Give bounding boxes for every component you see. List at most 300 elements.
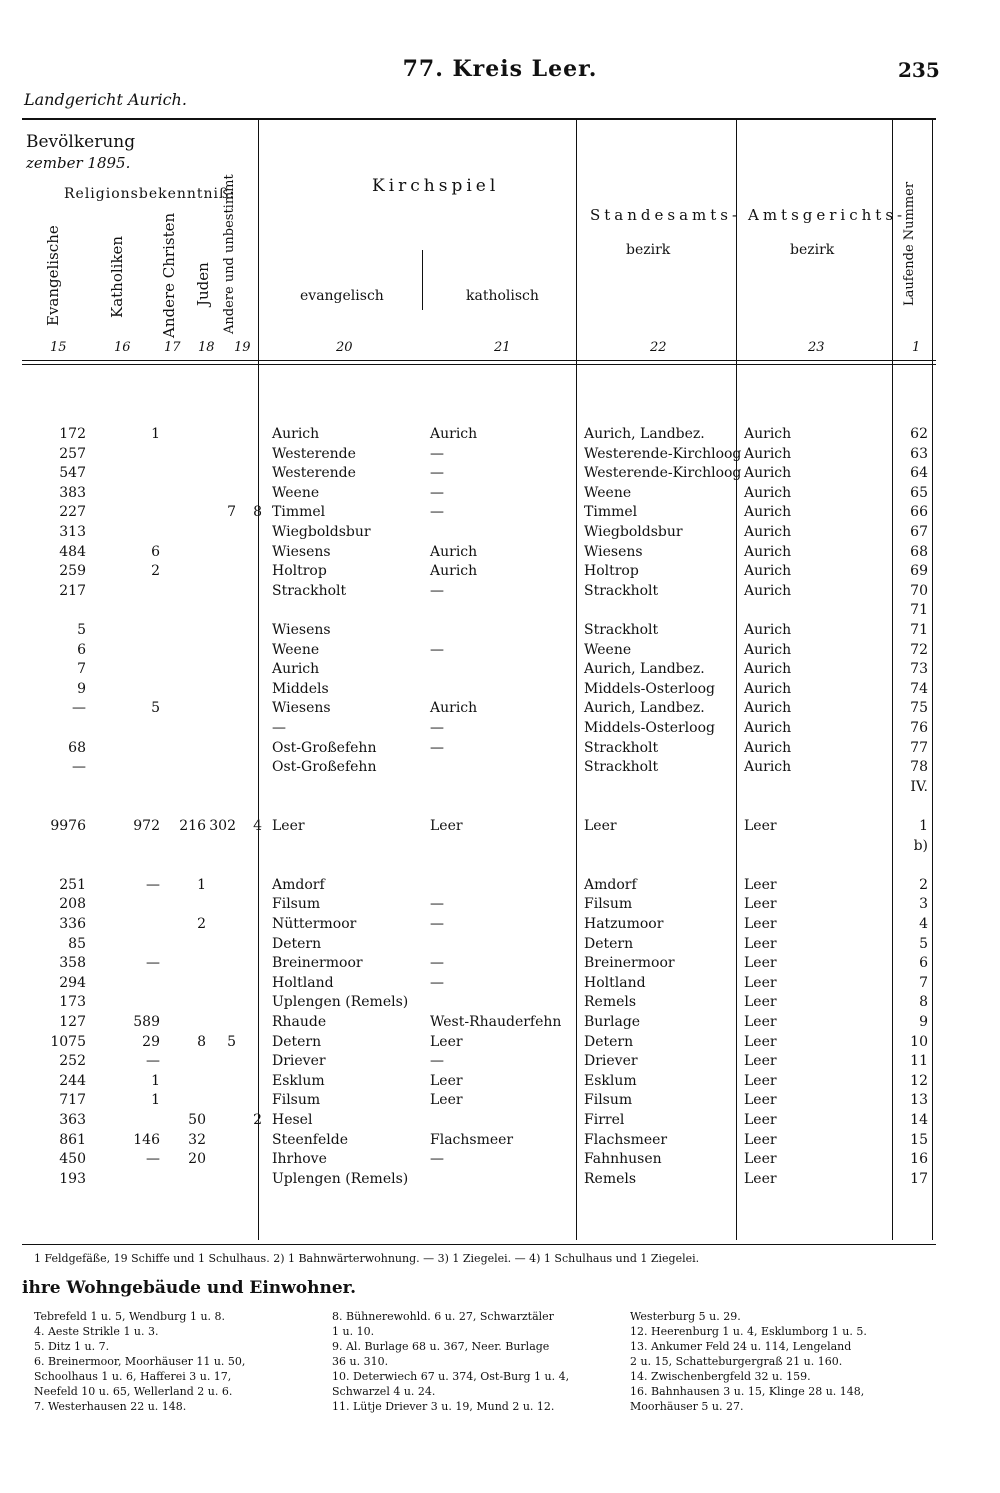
footnote-line: 4. Aeste Strikle 1 u. 3. [34, 1325, 159, 1338]
footnote-line: 36 u. 310. [332, 1355, 389, 1368]
cell-parish-evangelical: Wiegboldsbur [272, 524, 371, 540]
cell-registry: Weene [584, 484, 632, 501]
table-row [22, 1132, 936, 1152]
cell-serial: 10 [910, 1033, 928, 1050]
cell-parish-evangelical: Rhaude [272, 1014, 327, 1030]
cell-parish-catholic: — [430, 445, 444, 462]
cell-district-court: Leer [744, 1033, 777, 1050]
cell-serial: 63 [910, 445, 928, 462]
cell-serial: 77 [910, 739, 928, 756]
table-row [22, 485, 936, 505]
footnote-line: 5. Ditz 1 u. 7. [34, 1340, 110, 1353]
table-row [22, 642, 936, 662]
cell-parish-evangelical: Esklum [272, 1072, 325, 1089]
cell-registry: Holtland [584, 974, 646, 991]
cell-district-court: Leer [744, 935, 777, 952]
cell-serial: 76 [910, 720, 928, 736]
cell-parish-catholic: Aurich [430, 426, 478, 442]
cell-other-christians: 32 [188, 1131, 206, 1148]
cell-serial: IV. [910, 778, 928, 795]
table-row [22, 1073, 936, 1093]
cell-serial: 62 [910, 426, 928, 442]
cell-parish-catholic: Aurich [430, 543, 478, 560]
footnote-line: Schwarzel 4 u. 24. [332, 1385, 436, 1398]
cell-protestant: 257 [59, 445, 86, 462]
cell-parish-catholic: Leer [430, 1072, 463, 1089]
table-row [22, 877, 936, 897]
table-row [22, 936, 936, 956]
table-row [22, 1171, 936, 1191]
cell-protestant: 9976 [50, 818, 86, 834]
cell-parish-evangelical: Weene [272, 641, 320, 658]
cell-catholic: 29 [142, 1033, 160, 1050]
cell-parish-evangelical: Uplengen (Remels) [272, 1170, 409, 1187]
cell-parish-evangelical: Driever [272, 1053, 326, 1070]
cell-protestant: 547 [59, 465, 86, 482]
footnote-line: 11. Lütje Driever 3 u. 19, Mund 2 u. 12. [332, 1400, 555, 1413]
cell-parish-evangelical: Filsum [272, 1092, 321, 1109]
footnote-line: 2 u. 15, Schatteburgergraß 21 u. 160. [630, 1355, 843, 1368]
cell-district-court: Leer [744, 896, 777, 913]
cell-parish-catholic: — [430, 1053, 444, 1070]
cell-serial: 2 [919, 876, 928, 893]
table-row [22, 602, 936, 622]
cell-parish-evangelical: Breinermoor [272, 955, 363, 972]
cell-protestant: 193 [59, 1170, 86, 1187]
cell-parish-evangelical: Uplengen (Remels) [272, 994, 409, 1011]
cell-district-court: Aurich [744, 445, 792, 462]
column-number: 21 [494, 340, 511, 355]
cell-serial: 9 [919, 1014, 928, 1030]
cell-other: 8 [253, 504, 262, 521]
cell-district-court: Aurich [744, 700, 792, 717]
cell-parish-evangelical: Ost-Großefehn [272, 759, 377, 776]
table-row [22, 994, 936, 1014]
cell-parish-evangelical: Aurich [272, 426, 320, 442]
cell-serial: 72 [910, 641, 928, 658]
cell-parish-evangelical: Westerende [272, 465, 356, 482]
table-row [22, 720, 936, 740]
cell-parish-catholic: — [430, 916, 444, 932]
cell-parish-catholic: Flachsmeer [430, 1131, 514, 1148]
cell-registry: Strackholt [584, 622, 659, 638]
table-row [22, 896, 936, 916]
cell-registry: Amdorf [584, 876, 637, 893]
cell-parish-catholic: Leer [430, 818, 463, 834]
cell-serial: 7 [919, 974, 928, 991]
table-row [22, 563, 936, 583]
cell-parish-evangelical: Amdorf [272, 876, 325, 893]
footnote-line: Moorhäuser 5 u. 27. [630, 1400, 744, 1413]
footnote-line: 7. Westerhausen 22 u. 148. [34, 1400, 187, 1413]
cell-registry: Detern [584, 935, 634, 952]
footnote-line: Tebrefeld 1 u. 5, Wendburg 1 u. 8. [34, 1310, 226, 1323]
parish-catholic: katholisch [466, 288, 539, 304]
cell-registry: Firrel [584, 1112, 625, 1128]
cell-parish-catholic: — [430, 1151, 444, 1168]
cell-catholic: — [146, 1053, 160, 1070]
cell-serial: 66 [910, 504, 928, 521]
cell-registry: Westerende-Kirchloog [584, 465, 742, 482]
cell-registry: Leer [584, 818, 617, 834]
col-catholic: Katholiken [108, 235, 126, 318]
col-jews: Juden [194, 262, 212, 306]
cell-jews: 5 [227, 1033, 236, 1050]
cell-protestant: 861 [59, 1131, 86, 1148]
cell-serial: 8 [919, 994, 928, 1011]
table-row [22, 740, 936, 760]
cell-parish-evangelical: — [272, 720, 286, 736]
cell-serial: 17 [910, 1170, 928, 1187]
cell-protestant: 1075 [50, 1033, 86, 1050]
cell-registry: Flachsmeer [584, 1131, 668, 1148]
cell-protestant: 172 [59, 426, 86, 442]
cell-serial: 14 [910, 1112, 928, 1128]
cell-registry: Aurich, Landbez. [584, 661, 705, 678]
cell-serial: 1 [919, 818, 928, 834]
cell-registry: Wiesens [584, 543, 643, 560]
table-row [22, 759, 936, 779]
cell-catholic: 589 [133, 1014, 160, 1030]
parish-header: Kirchspiel [372, 176, 500, 196]
cell-serial: 67 [910, 524, 928, 540]
cell-district-court: Aurich [744, 720, 792, 736]
cell-serial: 70 [910, 582, 928, 599]
cell-serial: b) [913, 837, 928, 854]
cell-parish-catholic: Aurich [430, 700, 478, 717]
cell-protestant: 85 [68, 935, 86, 952]
table-row [22, 916, 936, 936]
court-label: Landgericht Aurich. [24, 90, 187, 109]
cell-protestant: 7 [77, 661, 86, 678]
cell-registry: Fahnhusen [584, 1151, 662, 1168]
cell-serial: 71 [910, 622, 928, 638]
cell-other-christians: 2 [197, 916, 206, 932]
column-number: 19 [234, 340, 251, 355]
footnote-line: 1 u. 10. [332, 1325, 375, 1338]
cell-parish-evangelical: Nüttermoor [272, 916, 357, 932]
cell-parish-catholic: — [430, 465, 444, 482]
table-row [22, 798, 936, 818]
cell-registry: Strackholt [584, 739, 659, 756]
cell-catholic: 1 [151, 1072, 160, 1089]
cell-serial: 68 [910, 543, 928, 560]
cell-serial: 13 [910, 1092, 928, 1109]
table-row [22, 818, 936, 838]
court-sub: bezirk [790, 242, 835, 258]
table-row [22, 1092, 936, 1112]
cell-district-court: Leer [744, 1131, 777, 1148]
cell-catholic: 146 [133, 1131, 160, 1148]
cell-serial: 73 [910, 661, 928, 678]
cell-jews: 7 [227, 504, 236, 521]
cell-parish-catholic: Leer [430, 1033, 463, 1050]
footnote-line: 8. Bühnerewohld. 6 u. 27, Schwarztäler [332, 1310, 554, 1323]
cell-registry: Aurich, Landbez. [584, 700, 705, 717]
cell-protestant: — [72, 700, 86, 717]
cell-protestant: 358 [59, 955, 86, 972]
cell-district-court: Aurich [744, 563, 792, 580]
cell-serial: 75 [910, 700, 928, 717]
cell-parish-evangelical: Timmel [272, 504, 326, 521]
table-row [22, 524, 936, 544]
cell-district-court: Aurich [744, 680, 792, 697]
cell-registry: Filsum [584, 1092, 633, 1109]
cell-catholic: — [146, 876, 160, 893]
cell-district-court: Aurich [744, 524, 792, 540]
table-row [22, 1112, 936, 1132]
footnote-line: 6. Breinermoor, Moorhäuser 11 u. 50, [34, 1355, 246, 1368]
cell-parish-evangelical: Weene [272, 484, 320, 501]
header-rule [22, 364, 936, 365]
cell-registry: Esklum [584, 1072, 637, 1089]
cell-registry: Middels-Osterloog [584, 680, 715, 697]
cell-district-court: Leer [744, 974, 777, 991]
registry-sub: bezirk [626, 242, 671, 258]
cell-protestant: 383 [59, 484, 86, 501]
cell-parish-evangelical: Wiesens [272, 543, 331, 560]
column-number: 1 [912, 340, 921, 355]
cell-parish-catholic: West-Rhauderfehn [430, 1014, 562, 1030]
column-number: 23 [808, 340, 825, 355]
cell-protestant: 5 [77, 622, 86, 638]
cell-district-court: Leer [744, 1112, 777, 1128]
cell-protestant: 227 [59, 504, 86, 521]
cell-other-christians: 50 [188, 1112, 206, 1128]
table-row [22, 779, 936, 799]
cell-registry: Remels [584, 994, 637, 1011]
cell-district-court: Leer [744, 994, 777, 1011]
cell-parish-catholic: — [430, 641, 444, 658]
cell-registry: Strackholt [584, 759, 659, 776]
cell-protestant: 9 [77, 680, 86, 697]
table-row [22, 622, 936, 642]
cell-serial: 12 [910, 1072, 928, 1089]
cell-parish-evangelical: Aurich [272, 661, 320, 678]
cell-registry: Remels [584, 1170, 637, 1187]
cell-jews: 302 [209, 818, 236, 834]
cell-district-court: Leer [744, 916, 777, 932]
cell-parish-evangelical: Leer [272, 818, 305, 834]
cell-parish-evangelical: Hesel [272, 1112, 313, 1128]
cell-serial: 4 [919, 916, 928, 932]
population-header: Bevölkerung [26, 132, 136, 152]
cell-registry: Detern [584, 1033, 634, 1050]
cell-protestant: — [72, 759, 86, 776]
cell-other-christians: 8 [197, 1033, 206, 1050]
parish-evangelical: evangelisch [300, 288, 384, 304]
cell-district-court: Aurich [744, 661, 792, 678]
table-row [22, 426, 936, 446]
cell-serial: 3 [919, 896, 928, 913]
cell-district-court: Leer [744, 876, 777, 893]
column-number: 20 [336, 340, 353, 355]
cell-district-court: Aurich [744, 426, 792, 442]
cell-catholic: 2 [151, 563, 160, 580]
cell-district-court: Aurich [744, 543, 792, 560]
cell-protestant: 252 [59, 1053, 86, 1070]
column-number: 18 [198, 340, 215, 355]
cell-protestant: 217 [59, 582, 86, 599]
cell-registry: Driever [584, 1053, 638, 1070]
cell-protestant: 208 [59, 896, 86, 913]
cell-serial: 6 [919, 955, 928, 972]
cell-protestant: 484 [59, 543, 86, 560]
cell-parish-evangelical: Holtrop [272, 563, 327, 580]
religion-header: Religionsbekenntniß: [64, 186, 236, 202]
cell-protestant: 259 [59, 563, 86, 580]
cell-parish-catholic: Aurich [430, 563, 478, 580]
cell-catholic: 972 [133, 818, 160, 834]
divider [422, 250, 423, 310]
cell-registry: Filsum [584, 896, 633, 913]
cell-district-court: Leer [744, 1170, 777, 1187]
col-serial: Laufende Nummer [902, 181, 917, 306]
cell-parish-catholic: — [430, 484, 444, 501]
table-row [22, 955, 936, 975]
cell-registry: Middels-Osterloog [584, 720, 715, 736]
cell-serial: 11 [910, 1053, 928, 1070]
cell-protestant: 294 [59, 974, 86, 991]
cell-serial: 78 [910, 759, 928, 776]
cell-district-court: Aurich [744, 622, 792, 638]
cell-district-court: Leer [744, 1014, 777, 1030]
footnote-line: 13. Ankumer Feld 24 u. 114, Lengeland [630, 1340, 852, 1353]
cell-parish-catholic: — [430, 720, 444, 736]
cell-catholic: — [146, 955, 160, 972]
footnote-line: 14. Zwischenbergfeld 32 u. 159. [630, 1370, 811, 1383]
cell-serial: 65 [910, 484, 928, 501]
cell-serial: 16 [910, 1151, 928, 1168]
cell-parish-catholic: Leer [430, 1092, 463, 1109]
page-title: 77. Kreis Leer. [402, 56, 598, 82]
cell-other-christians: 1 [197, 876, 206, 893]
cell-catholic: 6 [151, 543, 160, 560]
footnote-line: Westerburg 5 u. 29. [630, 1310, 741, 1323]
cell-protestant: 127 [59, 1014, 86, 1030]
cell-district-court: Aurich [744, 465, 792, 482]
column-number: 15 [50, 340, 67, 355]
cell-parish-evangelical: Detern [272, 1033, 322, 1050]
cell-protestant: 244 [59, 1072, 86, 1089]
cell-registry: Weene [584, 641, 632, 658]
cell-district-court: Leer [744, 1151, 777, 1168]
cell-serial: 71 [910, 602, 928, 619]
cell-protestant: 173 [59, 994, 86, 1011]
footnote-line: 16. Bahnhausen 3 u. 15, Klinge 28 u. 148, [630, 1385, 865, 1398]
table-notes: 1 Feldgefäße, 19 Schiffe und 1 Schulhaus. 2) 1 Bahnwärterwohnung. — 3) 1 Ziegelei. — 4) 1 Schulhaus und 1 Ziegelei. [34, 1252, 700, 1265]
cell-catholic: — [146, 1151, 160, 1168]
cell-registry: Timmel [584, 504, 638, 521]
table-row [22, 465, 936, 485]
cell-other: 4 [253, 818, 262, 834]
cell-district-court: Aurich [744, 641, 792, 658]
cell-registry: Strackholt [584, 582, 659, 599]
cell-parish-evangelical: Strackholt [272, 582, 347, 599]
column-number: 16 [114, 340, 131, 355]
cell-parish-catholic: — [430, 739, 444, 756]
col-other: Andere und unbestimmt [222, 174, 237, 334]
cell-parish-evangelical: Wiesens [272, 622, 331, 638]
cell-parish-evangelical: Detern [272, 935, 322, 952]
cell-district-court: Leer [744, 1072, 777, 1089]
cell-parish-evangelical: Westerende [272, 445, 356, 462]
column-number: 22 [650, 340, 667, 355]
cell-protestant: 313 [59, 524, 86, 540]
cell-registry: Westerende-Kirchloog [584, 445, 742, 462]
cell-other-christians: 216 [179, 818, 206, 834]
cell-protestant: 6 [77, 641, 86, 658]
cell-other-christians: 20 [188, 1151, 206, 1168]
cell-protestant: 251 [59, 876, 86, 893]
cell-parish-catholic: — [430, 896, 444, 913]
cell-district-court: Aurich [744, 582, 792, 599]
footnote-line: 12. Heerenburg 1 u. 4, Esklumborg 1 u. 5. [630, 1325, 867, 1338]
cell-district-court: Leer [744, 818, 777, 834]
table-row [22, 681, 936, 701]
table-row [22, 1151, 936, 1171]
table-row [22, 504, 936, 524]
table-row [22, 446, 936, 466]
cell-registry: Breinermoor [584, 955, 675, 972]
cell-protestant: 336 [59, 916, 86, 932]
table-row [22, 544, 936, 564]
court-header: Amtsgerichts- [748, 206, 907, 224]
footnote-line: Neefeld 10 u. 65, Wellerland 2 u. 6. [34, 1385, 233, 1398]
cell-catholic: 1 [151, 1092, 160, 1109]
cell-parish-evangelical: Wiesens [272, 700, 331, 717]
population-subheader: zember 1895. [26, 154, 131, 172]
cell-parish-evangelical: Ihrhove [272, 1151, 327, 1168]
cell-parish-evangelical: Filsum [272, 896, 321, 913]
cell-catholic: 1 [151, 426, 160, 442]
cell-registry: Holtrop [584, 563, 639, 580]
cell-district-court: Aurich [744, 504, 792, 521]
table-row [22, 857, 936, 877]
cell-serial: 74 [910, 680, 928, 697]
cell-parish-evangelical: Steenfelde [272, 1131, 348, 1148]
footnote-line: 9. Al. Burlage 68 u. 367, Neer. Burlage [332, 1340, 550, 1353]
cell-serial: 69 [910, 563, 928, 580]
registry-header: Standesamts- [590, 206, 742, 224]
table-row [22, 838, 936, 858]
cell-catholic: 5 [151, 700, 160, 717]
cell-other: 2 [253, 1112, 262, 1128]
cell-parish-catholic: — [430, 974, 444, 991]
cell-parish-catholic: — [430, 504, 444, 521]
page-number: 235 [898, 58, 940, 82]
table-row [22, 1014, 936, 1034]
cell-parish-catholic: — [430, 955, 444, 972]
cell-registry: Wiegboldsbur [584, 524, 683, 540]
cell-serial: 64 [910, 465, 928, 482]
cell-protestant: 363 [59, 1112, 86, 1128]
table-row [22, 975, 936, 995]
cell-registry: Aurich, Landbez. [584, 426, 705, 442]
cell-parish-evangelical: Ost-Großefehn [272, 739, 377, 756]
cell-district-court: Aurich [744, 739, 792, 756]
col-protestant: Evangelische [44, 225, 62, 326]
footnote-line: 10. Deterwiech 67 u. 374, Ost-Burg 1 u. 4, [332, 1370, 570, 1383]
cell-district-court: Leer [744, 1053, 777, 1070]
cell-serial: 5 [919, 935, 928, 952]
cell-district-court: Aurich [744, 759, 792, 776]
cell-registry: Hatzumoor [584, 916, 664, 932]
cell-district-court: Leer [744, 1092, 777, 1109]
col-other-christians: Andere Christen [160, 212, 178, 338]
footnote-line: Schoolhaus 1 u. 6, Hafferei 3 u. 17, [34, 1370, 232, 1383]
table-row [22, 1053, 936, 1073]
